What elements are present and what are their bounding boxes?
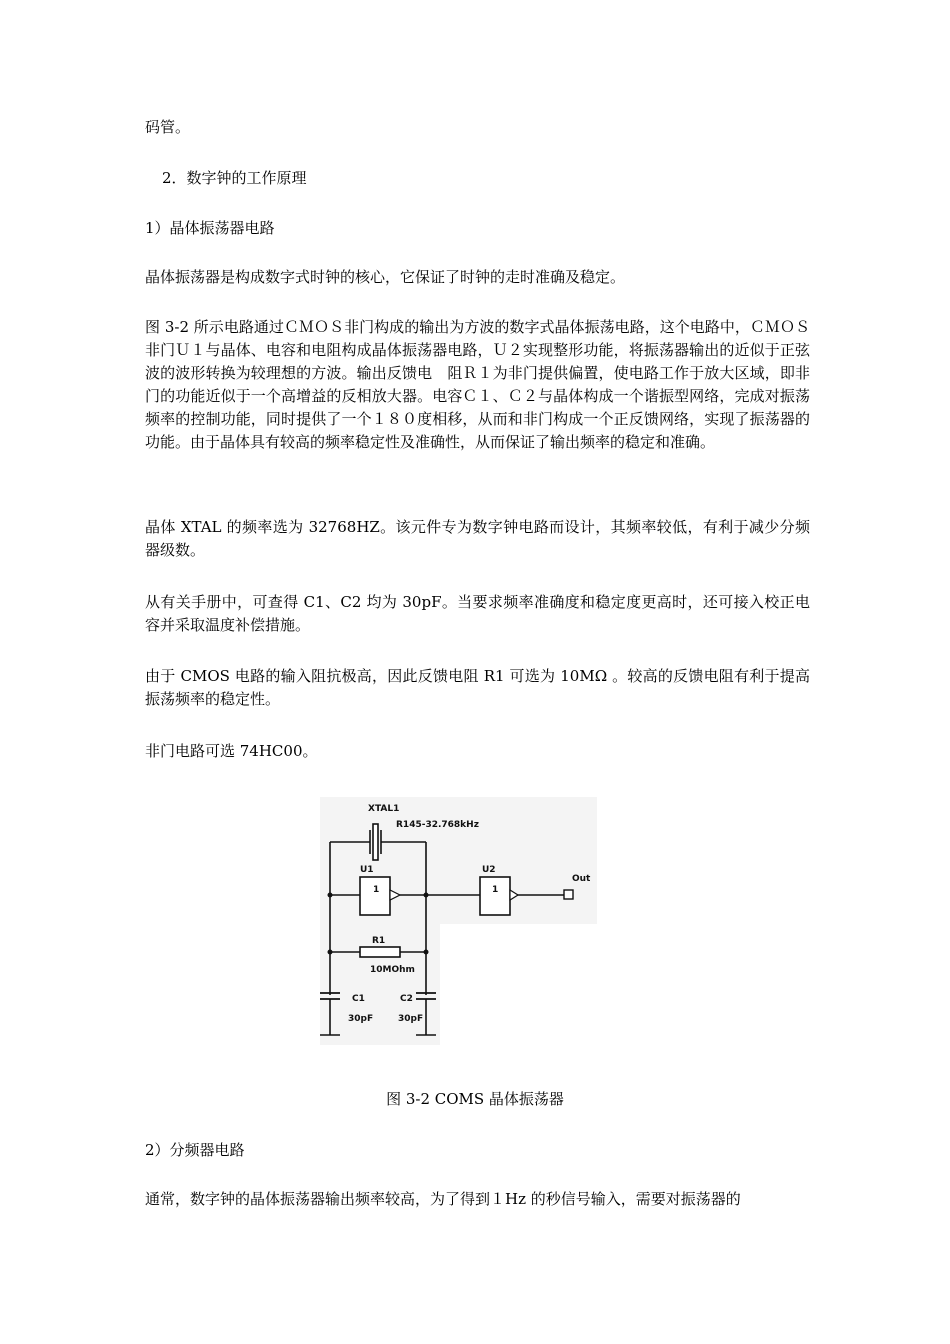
u2-symbol: 1	[492, 885, 499, 895]
paragraph-circuit-description: 图 3-2 所示电路通过ＣＭＯＳ非门构成的输出为方波的数字式晶体振荡电路，这个电路中，ＣＭＯＳ非门Ｕ１与晶体、电容和电阻构成晶体振荡器电路，Ｕ２实现整形功能，将振荡器输出的近似于正弦波的波形转换为较理想的方波。输出反馈电 阻Ｒ１为非门提供偏置，使电路工作于放大区域，即非门的功能近似于一个高增益的反相放大器。电容Ｃ１、Ｃ２与晶体构成一个谐振型网络，完成对振荡频率的控制功能，同时提供了一个１８０度相移，从而和非门构成一个正反馈网络，实现了振荡器的功能。由于晶体具有较高的频率稳定性及准确性，从而保证了输出频率的稳定和准确。	[145, 318, 810, 451]
crystal-symbol	[370, 824, 381, 860]
xtal-value-label: R145-32.768kHz	[396, 820, 479, 830]
xtal-label: XTAL1	[368, 804, 400, 814]
paragraph-divider-intro: 通常，数字钟的晶体振荡器输出频率较高，为了得到１Hz 的秒信号输入，需要对振荡器的	[145, 1190, 741, 1208]
junction-dot	[424, 893, 429, 898]
r1-value-label: 10MOhm	[370, 965, 415, 975]
u2-inverter-gate	[480, 877, 518, 915]
subsection-heading-1: 1）晶体振荡器电路	[145, 219, 275, 237]
circuit-diagram	[320, 797, 597, 1045]
junction-dot	[424, 950, 429, 955]
c2-value-label: 30pF	[398, 1014, 424, 1024]
paragraph-crystal-frequency: 晶体 XTAL 的频率选为 32768HZ。该元件专为数字钟电路而设计，其频率较低，有利于减少分频器级数。	[145, 518, 810, 559]
c1-label: C1	[352, 994, 365, 1004]
u1-inverter-gate	[360, 877, 400, 915]
section-heading-2: 2．数字钟的工作原理	[162, 169, 307, 187]
u2-label: U2	[482, 865, 496, 875]
paragraph-capacitors: 从有关手册中，可查得 C1、C2 均为 30pF。当要求频率准确度和稳定度更高时，还可接入校正电容并采取温度补偿措施。	[145, 593, 810, 634]
u1-label: U1	[360, 865, 374, 875]
resistor-r1	[360, 947, 400, 957]
figure-caption: 图 3-2 COMS 晶体振荡器	[386, 1090, 564, 1108]
r1-label: R1	[372, 936, 386, 946]
subsection-heading-2: 2）分频器电路	[145, 1141, 245, 1159]
junction-dot	[328, 893, 333, 898]
paragraph-not-gate: 非门电路可选 74HC00。	[145, 742, 318, 760]
u1-symbol: 1	[373, 885, 380, 895]
paragraph-feedback-resistor: 由于 CMOS 电路的输入阻抗极高，因此反馈电阻 R1 可选为 10MΩ 。较高的反馈电阻有利于提高振荡频率的稳定性。	[145, 667, 810, 708]
output-terminal	[564, 890, 573, 899]
figure-blank-area	[440, 924, 597, 1045]
out-label: Out	[572, 874, 591, 884]
paragraph-crystal-intro: 晶体振荡器是构成数字式时钟的核心，它保证了时钟的走时准确及稳定。	[145, 268, 626, 286]
junction-dot	[328, 950, 333, 955]
paragraph-continuation: 码管。	[145, 118, 191, 136]
c1-value-label: 30pF	[348, 1014, 374, 1024]
oscillator-circuit-figure	[320, 797, 597, 1045]
c2-label: C2	[400, 994, 413, 1004]
